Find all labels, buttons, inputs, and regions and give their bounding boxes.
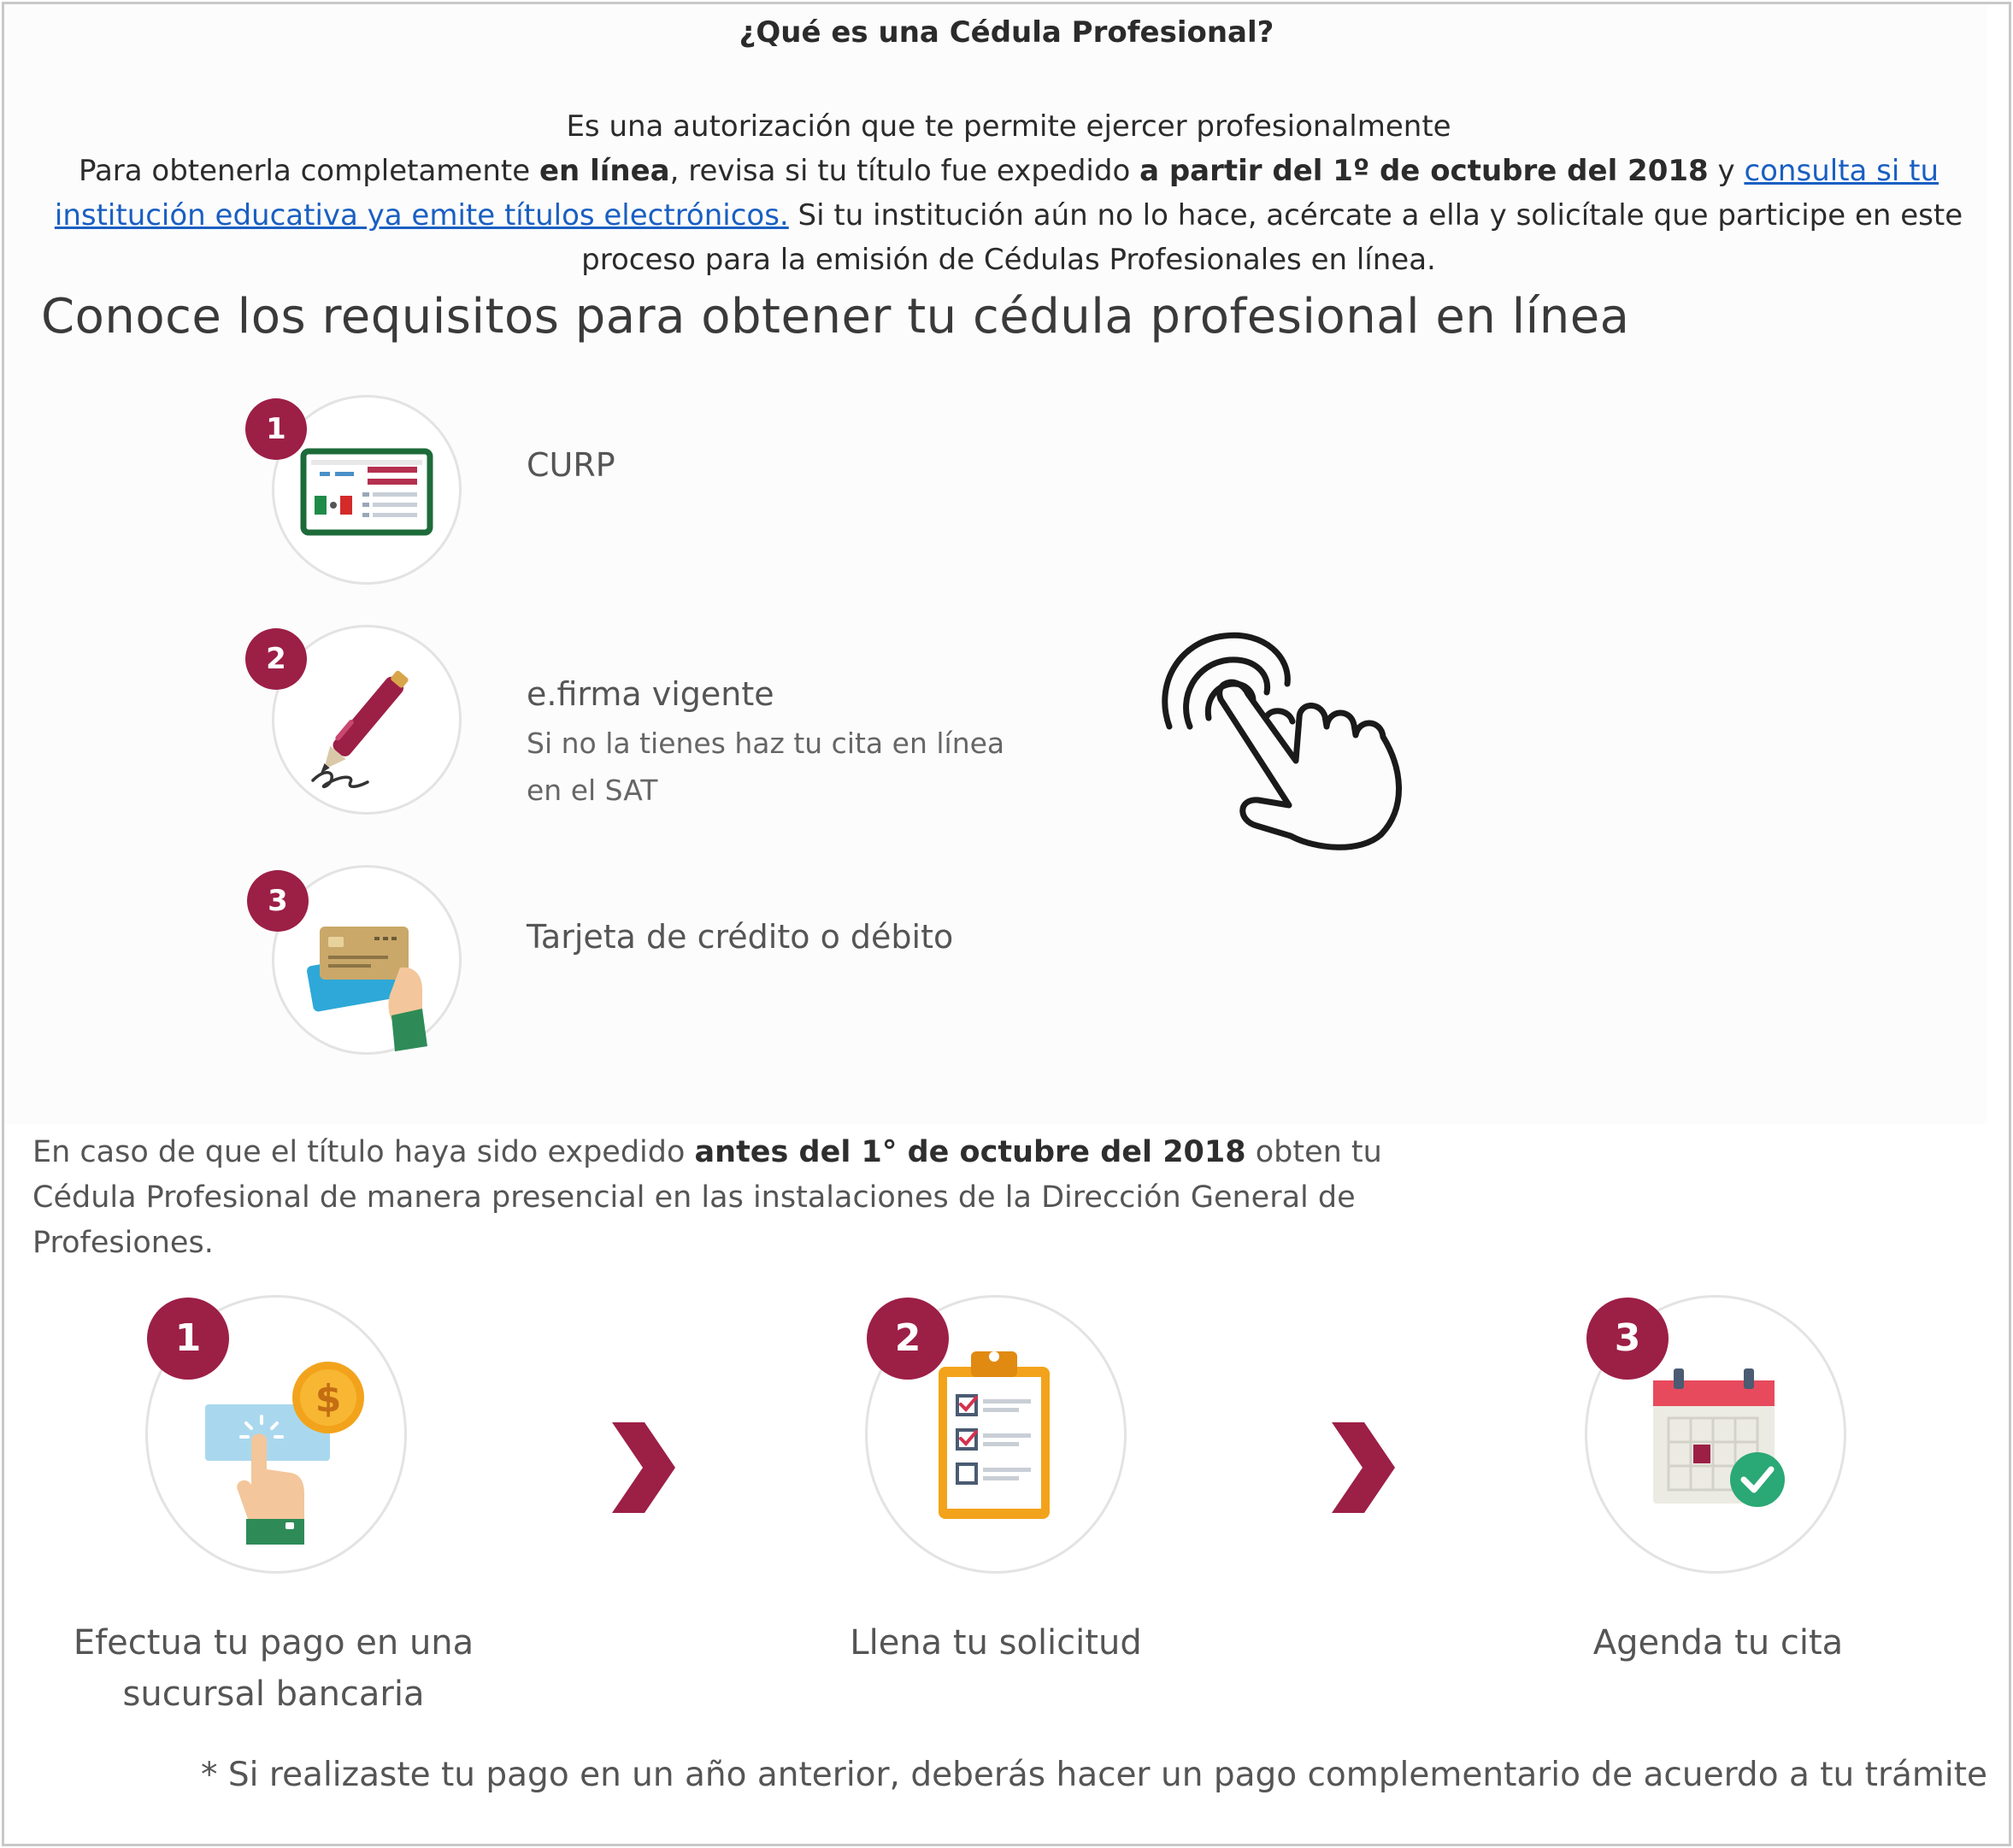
intro-paragraph — [51, 104, 1966, 282]
requirement-3-badge: 3 — [247, 870, 309, 932]
in-person-bold-date: antes del 1° de octubre del 2018 — [694, 1135, 1246, 1169]
step-2-label: Llena tu solicitud — [850, 1623, 1142, 1663]
institutions-link[interactable]: consulta si tu institución educativa ya emite títulos electrónicos. — [54, 154, 1939, 232]
requirement-1-badge: 1 — [245, 398, 307, 460]
step-2-badge: 2 — [867, 1298, 949, 1380]
intro-bold-date: a partir del 1º de octubre del 2018 — [1139, 154, 1709, 188]
step-3-label: Agenda tu cita — [1592, 1623, 1844, 1663]
intro-bold-online: en línea — [539, 154, 670, 188]
requirement-2-label: e.firma vigente — [527, 675, 774, 713]
requirement-2-sub-line-1[interactable]: Si no la tienes haz tu cita en línea — [527, 727, 1005, 760]
payment-footnote: * Si realizaste tu pago en un año anterior, deberás hacer un pago complementario de acuerdo a tu trámite — [201, 1756, 1987, 1794]
step-1-label-line-2: sucursal bancaria — [122, 1674, 425, 1714]
page-title: ¿Qué es una Cédula Profesional? — [739, 15, 1274, 50]
step-1-badge: 1 — [147, 1298, 229, 1380]
intro-text: , revisa si tu título fue expedido — [669, 154, 1140, 188]
requirement-2-sub-line-2[interactable]: en el SAT — [527, 774, 658, 807]
in-person-paragraph — [32, 1130, 1486, 1266]
svg-text:$: $ — [315, 1377, 342, 1421]
step-3-badge: 3 — [1586, 1298, 1669, 1380]
intro-text: Para obtenerla completamente — [78, 154, 539, 188]
intro-text: Si tu institución aún no lo hace, acércate a ella y solicítale que participe en este proceso para la emisión de Cédulas Profesionales en línea. — [581, 198, 1963, 277]
requirement-2-badge: 2 — [245, 628, 307, 690]
tap-hand-icon — [1145, 624, 1436, 855]
step-1-label — [51, 1617, 496, 1720]
requirements-heading: Conoce los requisitos para obtener tu cédula profesional en línea — [41, 289, 1630, 344]
intro-body — [51, 149, 1966, 282]
step-1-label-line-1: Efectua tu pago en una — [73, 1623, 474, 1663]
requirement-3-label: Tarjeta de crédito o débito — [527, 918, 954, 956]
chevron-right-icon — [1328, 1419, 1397, 1516]
chevron-right-icon — [609, 1419, 677, 1516]
intro-text: y — [1708, 154, 1745, 188]
in-person-text: En caso de que el título haya sido expedido — [32, 1135, 695, 1169]
intro-line-1: Es una autorización que te permite ejercer profesionalmente — [566, 109, 1451, 144]
in-person-text: obten tu Cédula Profesional de manera presencial en las instalaciones de la Dirección General de Profesiones. — [32, 1135, 1382, 1260]
requirement-1-label: CURP — [527, 446, 615, 484]
